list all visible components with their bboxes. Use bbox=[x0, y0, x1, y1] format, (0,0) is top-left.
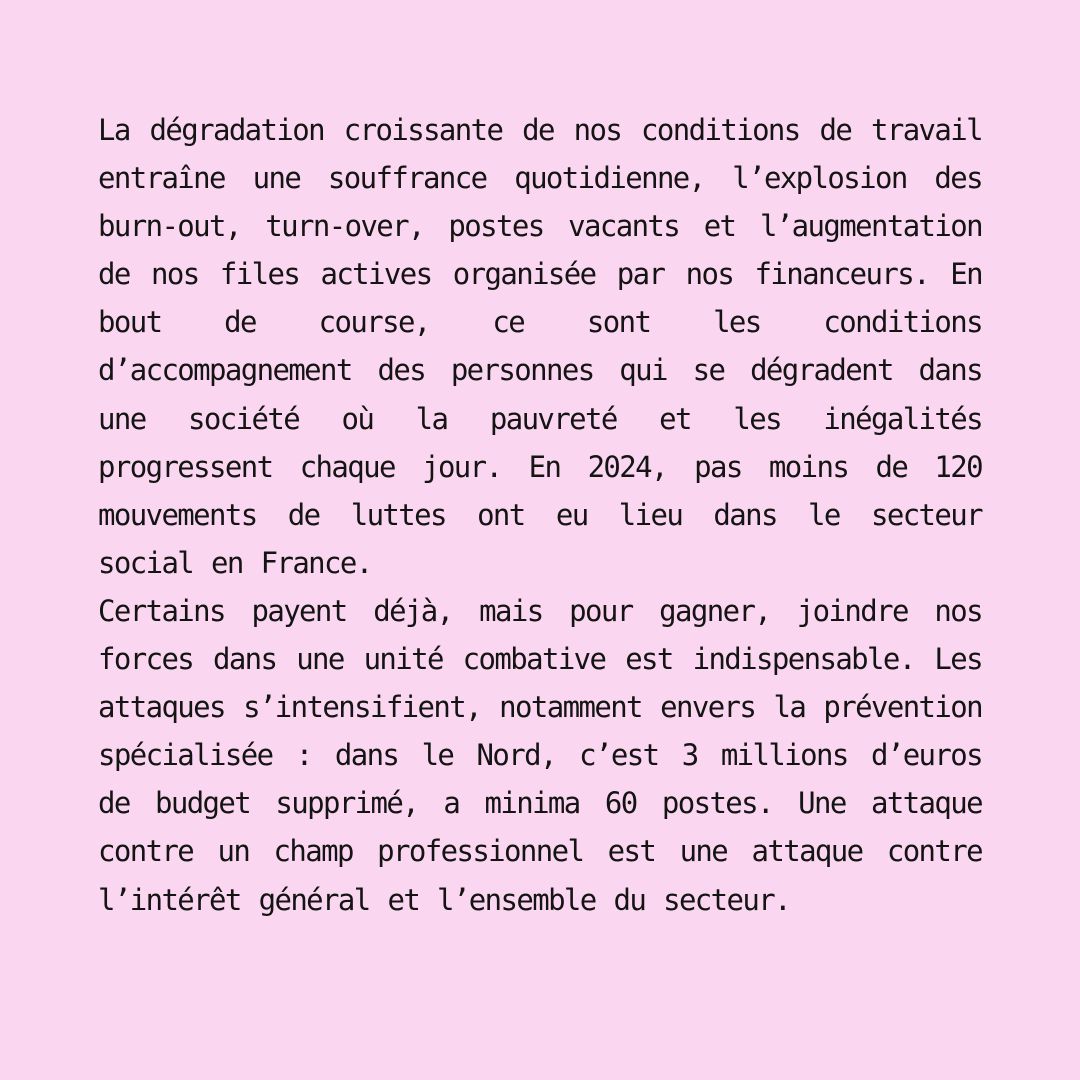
paragraph-attacks: Certains payent déjà, mais pour gagner, joindre nos forces dans une unité combative est indispensable. Les attaques s’intensifient, notamment envers la prévention spécialisée : dans le Nord, c’est 3 millions d’euros de budget supprimé, a minima 60 postes. Une attaque contre un champ professionnel est une attaque contre l’intérêt général et l’ensemble du secteur. bbox=[98, 593, 982, 917]
paragraph-working-conditions: La dégradation croissante de nos conditions de travail entraîne une souffrance quotidienne, l’explosion des burn-out, turn-over, postes vacants et l’augmentation de nos files actives organisée par nos financeurs. En bout de course, ce sont les conditions d’accompagnement des personnes qui se dégradent dans une société où la pauvreté et les inégalités progressent chaque jour. En 2024, pas moins de 120 mouvements de luttes ont eu lieu dans le secteur social en France. bbox=[98, 113, 982, 580]
text-page bbox=[98, 106, 982, 924]
